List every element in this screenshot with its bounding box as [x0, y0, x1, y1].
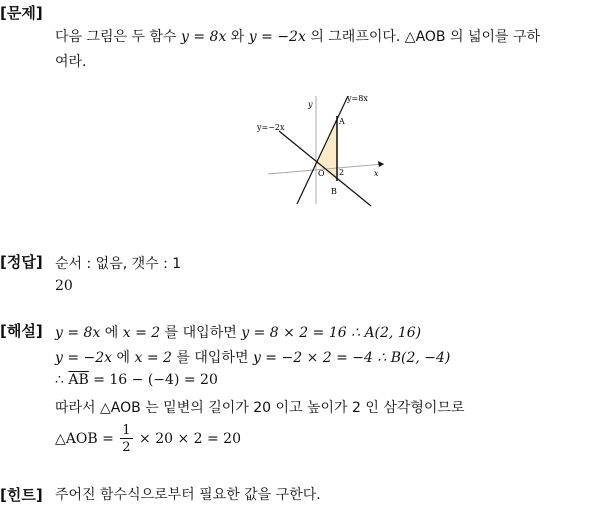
solution-line-5: [55, 424, 241, 454]
problem-line-1: [55, 26, 540, 46]
answer-line-1: 순서 : 없음, 갯수 : 1: [55, 256, 182, 272]
solution-result-2: y = −2 × 2 = −4 ∴ B(2, −4): [252, 350, 451, 366]
graph-figure: [250, 88, 395, 210]
label-y-8x: y=8x: [347, 94, 368, 103]
solution-tag: [해설]: [0, 322, 43, 340]
equation-1: y = 8x: [181, 29, 227, 45]
therefore-sign: ∴: [55, 372, 69, 388]
x-axis-arrow: [378, 161, 384, 167]
solution-result-1: y = 8 × 2 = 16 ∴ A(2, 16): [241, 325, 422, 341]
answer-line-2: 20: [55, 278, 73, 294]
problem-text-b: 와: [230, 29, 245, 45]
label-a: A: [339, 117, 345, 126]
solution-line-4: 따라서 △AOB 는 밑변의 길이가 20 이고 높이가 2 인 삼각형이므로: [55, 400, 465, 416]
solution-line-2: [55, 347, 450, 367]
solution-text-b1: 를 대입하면: [164, 325, 237, 341]
solution-result-3: = 16 − (−4) = 20: [88, 372, 218, 388]
equation-2: y = −2x: [248, 29, 306, 45]
label-b: B: [331, 187, 337, 196]
solution-text-a2: 에: [116, 350, 131, 366]
solution-eq-a2: y = −2x: [55, 350, 113, 366]
area-label: △AOB =: [55, 431, 114, 447]
problem-text-c: 의 그래프이다. △AOB 의 넓이를 구하: [310, 29, 541, 45]
hint-text: 주어진 함수식으로부터 필요한 값을 구한다.: [55, 487, 321, 503]
segment-ab-label: $\overline{AB}$: [68, 372, 89, 388]
problem-tag: [문제]: [0, 4, 43, 22]
hint-tag: [힌트]: [0, 486, 43, 504]
solution-eq-b1: x = 2: [122, 325, 161, 341]
solution-eq-b2: x = 2: [134, 350, 172, 366]
solution-eq-a1: y = 8x: [55, 325, 101, 341]
fraction-half: [120, 424, 132, 454]
label-x: x: [374, 169, 379, 178]
fraction-denominator: 2: [122, 440, 131, 455]
solution-text-a1: 에: [104, 325, 119, 341]
label-y: y: [308, 100, 313, 109]
fraction-numerator: 1: [122, 423, 131, 438]
problem-text-a: 다음 그림은 두 함수: [55, 29, 177, 45]
label-2: 2: [339, 168, 345, 177]
problem-line-2: 여라.: [55, 54, 87, 70]
line-y-neg2x: [279, 131, 371, 206]
answer-tag: [정답]: [0, 253, 43, 271]
label-o: O: [318, 169, 325, 178]
solution-line-1: [55, 322, 421, 342]
solution-text-b2: 를 대입하면: [176, 350, 249, 366]
area-result: × 20 × 2 = 20: [139, 431, 241, 447]
solution-line-3: [55, 372, 218, 388]
label-y-neg2x: y=−2x: [257, 123, 285, 132]
line-y-8x: [297, 96, 348, 204]
